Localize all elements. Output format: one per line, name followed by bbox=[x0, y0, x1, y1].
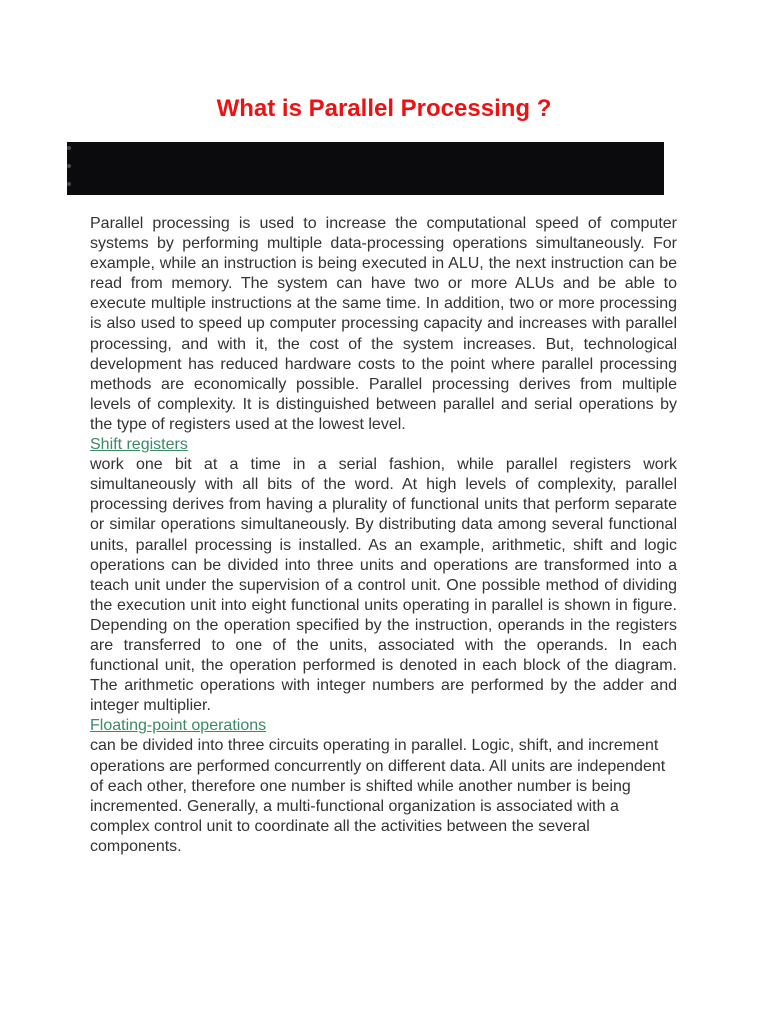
intro-paragraph: Parallel processing is used to increase the computational speed of computer systems by performing multiple data-processing operations simultaneously. For example, while an instruction is being executed in ALU, the next instruction can be read from memory. The system can have two or more ALUs and be able to execute multiple instructions at the same time. In addition, two or more processing is also used to speed up computer processing capacity and increases with parallel processing, and with it, the cost of the system increases. But, technological development has reduced hardware costs to the point where parallel processing methods are economically possible. Parallel processing derives from multiple levels of complexity. It is distinguished between parallel and serial operations by the type of registers used at the lowest level. bbox=[90, 215, 677, 433]
shift-registers-link[interactable]: Shift registers bbox=[90, 436, 188, 454]
floating-point-operations-link[interactable]: Floating-point operations bbox=[90, 717, 267, 735]
bullet-icon bbox=[67, 146, 71, 150]
black-banner bbox=[67, 142, 664, 195]
shift-registers-paragraph: work one bit at a time in a serial fashion, while parallel registers work simultaneously with all bits of the word. At high levels of complexity, parallel processing derives from having a plurality of functional units that perform separate or similar operations simultaneously. By distributing data among several functional units, parallel processing is installed. As an example, arithmetic, shift and logic operations can be divided into three units and operations are transformed into a teach unit under the supervision of a control unit. One possible method of dividing the execution unit into eight functional units operating in parallel is shown in figure. Depending on the operation specified by the instruction, operands in the registers are transferred to one of the units, associated with the operands. In each functional unit, the operation performed is denoted in each block of the diagram. The arithmetic operations with integer numbers are performed by the adder and integer multiplier. bbox=[90, 456, 677, 715]
page-title: What is Parallel Processing ? bbox=[216, 95, 552, 122]
bullet-icon bbox=[67, 164, 71, 168]
floating-point-paragraph: can be divided into three circuits operating in parallel. Logic, shift, and increment operations are performed concurrently on different data. All units are independent of each other, therefore one number is shifted while another number is being incremented. Generally, a multi-functional organization is associated with a complex control unit to coordinate all the activities between the several components. bbox=[90, 737, 666, 855]
article-body bbox=[90, 214, 677, 857]
bullet-icon bbox=[67, 182, 71, 186]
